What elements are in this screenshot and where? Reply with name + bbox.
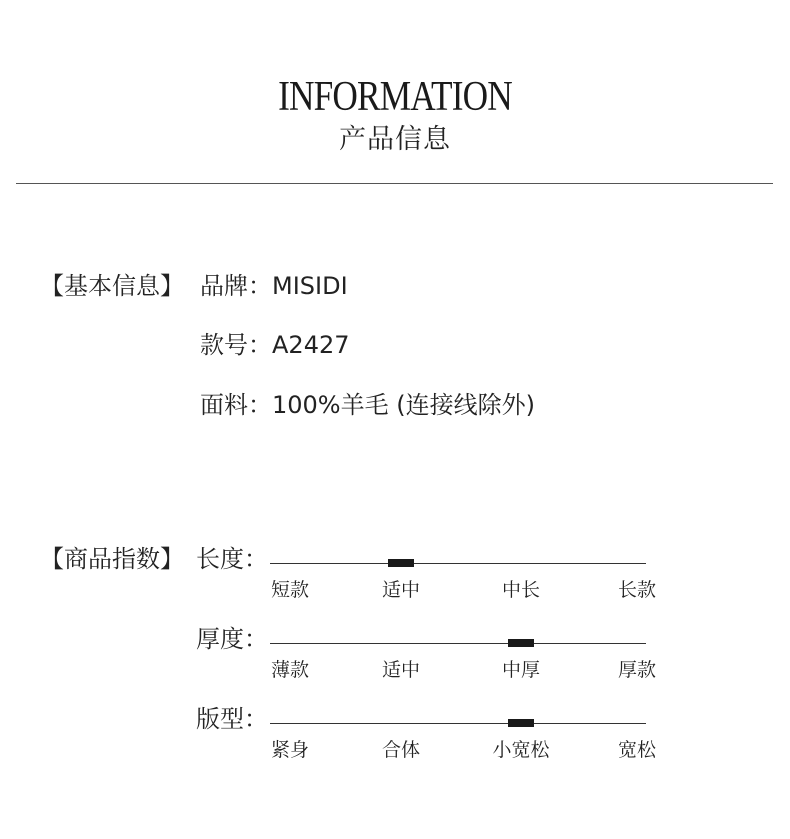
fit-scale <box>0 702 790 764</box>
thickness-track <box>270 643 646 644</box>
fabric-label: 面料： <box>200 391 272 419</box>
fit-marker <box>508 719 534 727</box>
length-option: 短款 <box>270 579 310 601</box>
fit-option: 紧身 <box>270 739 310 761</box>
length-option: 长款 <box>617 579 657 601</box>
thickness-marker <box>508 639 534 647</box>
thickness-label: 厚度： <box>196 625 268 653</box>
header-divider <box>16 183 773 184</box>
thickness-option: 厚款 <box>617 659 657 681</box>
title-en: INFORMATION <box>278 74 512 120</box>
fit-option: 小宽松 <box>492 739 550 761</box>
length-label: 长度： <box>196 545 268 573</box>
fit-option: 合体 <box>381 739 421 761</box>
product-index-section-label: 【商品指数】 <box>40 545 184 573</box>
length-option: 适中 <box>381 579 421 601</box>
brand-value: MISIDI <box>272 272 348 300</box>
fit-track <box>270 723 646 724</box>
thickness-option: 适中 <box>381 659 421 681</box>
length-option: 中长 <box>501 579 541 601</box>
thickness-option: 中厚 <box>501 659 541 681</box>
brand-field <box>200 269 348 303</box>
fabric-value: 100%羊毛 (连接线除外) <box>272 391 535 419</box>
brand-label: 品牌： <box>200 272 272 300</box>
fit-option: 宽松 <box>617 739 657 761</box>
length-marker <box>388 559 414 567</box>
basic-info-section-label: 【基本信息】 <box>40 272 184 300</box>
fit-label: 版型： <box>196 705 268 733</box>
thickness-scale <box>0 622 790 684</box>
title-cn: 产品信息 <box>339 124 451 155</box>
style-number-field <box>200 328 350 362</box>
length-scale <box>0 542 790 604</box>
length-track <box>270 563 646 564</box>
fabric-field <box>200 388 535 422</box>
style-number-value: A2427 <box>272 331 350 359</box>
thickness-option: 薄款 <box>270 659 310 681</box>
style-number-label: 款号： <box>200 331 272 359</box>
